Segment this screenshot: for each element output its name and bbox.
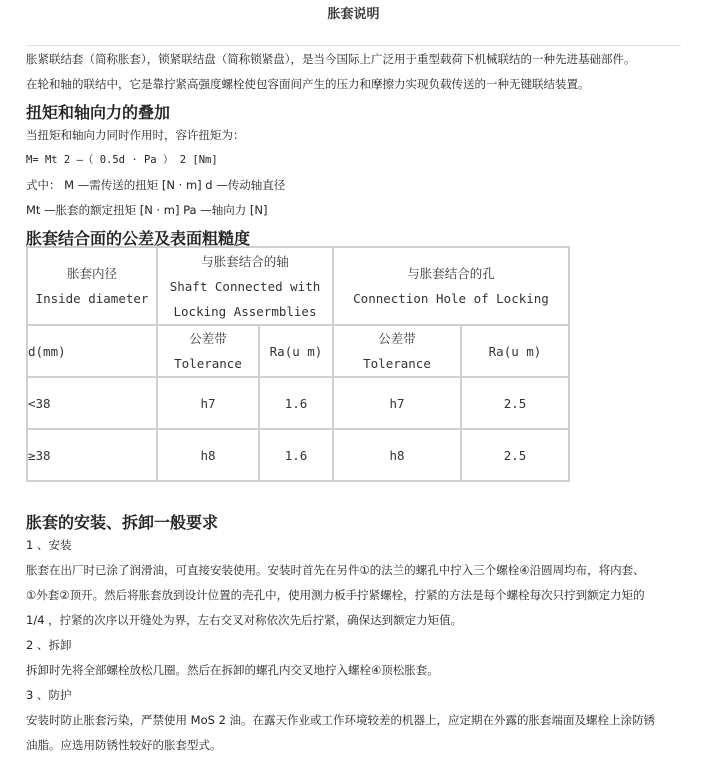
header-shaft [157, 247, 333, 325]
tolerance-table [26, 246, 570, 482]
heading-tolerance-roughness: 胀套结合面的公差及表面粗糙度 [26, 229, 251, 248]
row-shaft-tolerance: h8 [157, 429, 259, 481]
tolerance-cn: 公差带 [189, 331, 227, 346]
page-title: 胀套说明 [327, 7, 380, 22]
subheader-d: d(mm) [27, 325, 157, 377]
shaft-cn: 与胀套结合的轴 [201, 253, 289, 269]
shaft-en-1: Shaft Connected with [169, 278, 321, 294]
torque-intro-line: 当扭矩和轴向力同时作用时，容许扭矩为： [26, 128, 245, 142]
formula-legend-1: 式中： M —需传送的扭矩 [N · m] d —传动轴直径 [26, 178, 286, 192]
row-hole-ra: 2.5 [461, 377, 569, 429]
subheader-hole-tolerance [333, 325, 461, 377]
hole-cn: 与胀套结合的孔 [407, 266, 495, 281]
header-hole [333, 247, 569, 325]
tolerance-cn: 公差带 [378, 331, 416, 346]
hole-en: Connection Hole of Locking [353, 291, 549, 306]
row-hole-tolerance: h8 [333, 429, 461, 481]
table-subheader-row [27, 325, 569, 377]
protection-text-2: 油脂。应选用防锈性较好的胀套型式。 [26, 738, 222, 752]
inside-diameter-en: Inside diameter [35, 291, 149, 306]
subheading-removal: 2 、拆卸 [26, 638, 72, 652]
row-shaft-ra: 1.6 [259, 377, 333, 429]
title-divider [26, 45, 681, 46]
row-d-value: <38 [27, 377, 157, 429]
torque-formula: M= Mt 2 —（ 0.5d · Pa ） 2 [Nm] [26, 154, 218, 166]
protection-text-1: 安装时防止胀套污染，严禁使用 MoS 2 油。在露天作业或工作环境较差的机器上，应定期在外露的胀套端面及螺栓上涂防锈 [26, 713, 656, 727]
removal-text: 拆卸时先将全部螺栓放松几圈。然后在拆卸的螺孔内交叉地拧入螺栓④顶松胀套。 [26, 663, 439, 677]
table-row [27, 377, 569, 429]
inside-diameter-cn: 胀套内径 [66, 266, 117, 281]
tolerance-en: Tolerance [174, 356, 242, 371]
install-text-2: ①外套②顶开。然后将胀套放到设计位置的壳孔中，使用测力板手拧紧螺栓，拧紧的方法是每个螺栓每次只拧到额定力矩的 [26, 588, 645, 602]
subheading-install: 1 、安装 [26, 538, 72, 552]
subheader-hole-ra: Ra(u m) [461, 325, 569, 377]
table-row [27, 429, 569, 481]
row-shaft-tolerance: h7 [157, 377, 259, 429]
row-hole-ra: 2.5 [461, 429, 569, 481]
row-d-value: ≥38 [27, 429, 157, 481]
intro-paragraph-1: 胀紧联结套（简称胀套），锁紧联结盘（简称锁紧盘），是当今国际上广泛用于重型载荷下机械联结的一种先进基础部件。 [26, 52, 636, 66]
tolerance-en: Tolerance [363, 356, 431, 371]
subheader-shaft-ra: Ra(u m) [259, 325, 333, 377]
formula-legend-2: Mt —胀套的额定扭矩 [N · m] Pa —轴向力 [N] [26, 203, 268, 217]
header-inside-diameter [27, 247, 157, 325]
heading-torque-axial-force: 扭矩和轴向力的叠加 [26, 103, 171, 122]
shaft-en-2: Locking Assermblies [173, 303, 317, 319]
row-hole-tolerance: h7 [333, 377, 461, 429]
install-text-1: 胀套在出厂时已涂了润滑油，可直接安装使用。安装时首先在另件①的法兰的螺孔中拧入三个螺栓④沿圆周均布，将内套、 [26, 563, 645, 577]
subheader-shaft-tolerance [157, 325, 259, 377]
subheading-protection: 3 、防护 [26, 688, 72, 702]
heading-install-removal: 胀套的安装、拆卸一般要求 [26, 513, 219, 532]
intro-paragraph-2: 在轮和轴的联结中，它是靠拧紧高强度螺栓使包容面间产生的压力和摩擦力实现负载传送的一种无键联结装置。 [26, 77, 590, 91]
table-header-row [27, 247, 569, 325]
install-text-3: 1/4 ，拧紧的次序以开缝处为界，左右交叉对称依次先后拧紧，确保达到额定力矩值。 [26, 613, 463, 627]
row-shaft-ra: 1.6 [259, 429, 333, 481]
